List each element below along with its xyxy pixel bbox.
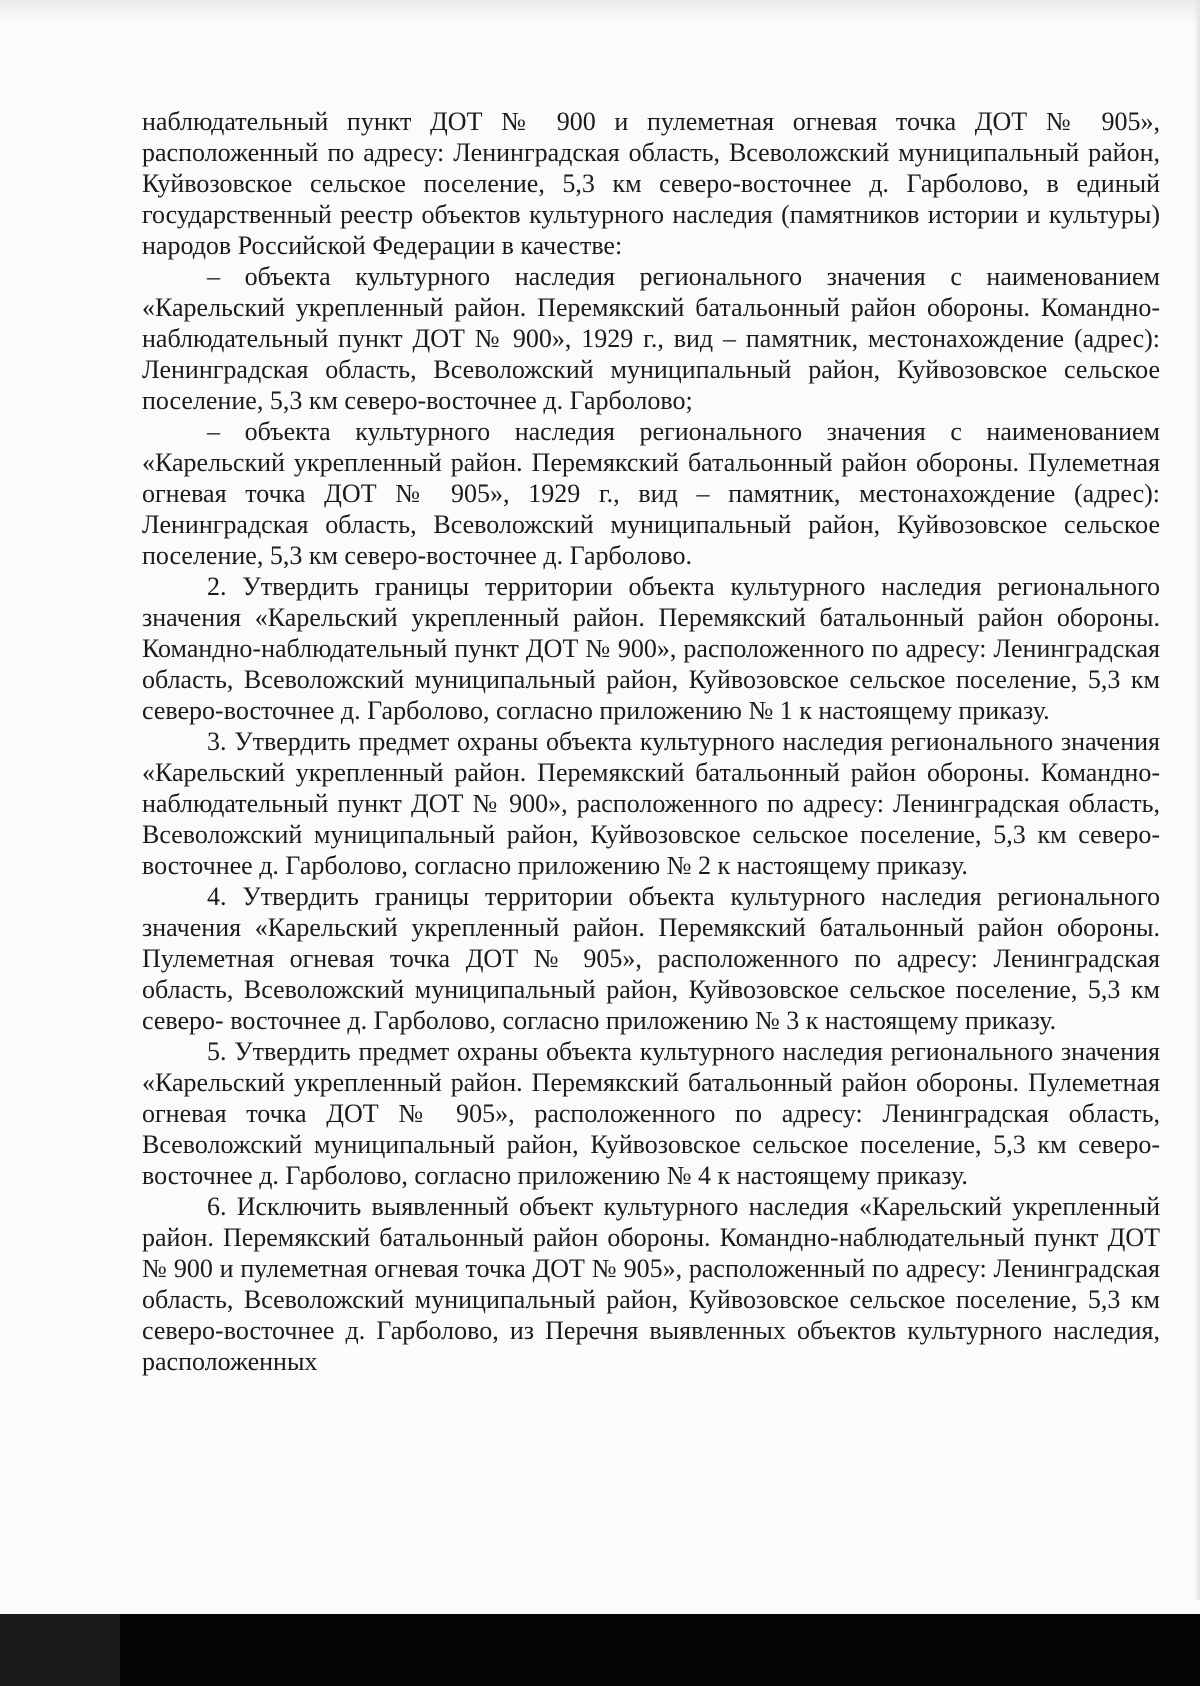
scan-bottom-left-shade	[0, 1614, 120, 1686]
paragraph-item-6: 6. Исключить выявленный объект культурного наследия «Карельский укрепленный район. Перемякский батальонный район обороны. Командно-наблюдательный пункт ДОТ № 900 и пулеметная огневая точка ДОТ № 905», расположенный по адресу: Ленинградская область, Всеволожский муниципальный район, Куйвозовское сельское поселение, 5,3 км северо-восточнее д. Гарболово, из Перечня выявленных объектов культурного наследия, расположенных	[142, 1192, 1160, 1376]
scan-top-shadow	[0, 0, 1200, 24]
paragraph-continuation: наблюдательный пункт ДОТ № 900 и пулеметная огневая точка ДОТ № 905», расположенный по адресу: Ленинградская область, Всеволожский муниципальный район, Куйвозовское сельское поселение, 5,3 км северо-восточнее д. Гарболово, в единый государственный реестр объектов культурного наследия (памятников истории и культуры) народов Российской Федерации в качестве:	[142, 107, 1160, 260]
paragraph-bullet-dot-900: – объекта культурного наследия регионального значения с наименованием «Карельский укрепленный район. Перемякский батальонный район обороны. Командно-наблюдательный пункт ДОТ № 900», 1929 г., вид – памятник, местонахождение (адрес): Ленинградская область, Всеволожский муниципальный район, Куйвозовское сельское поселение, 5,3 км северо-восточнее д. Гарболово;	[142, 262, 1160, 415]
document-body	[142, 106, 1160, 1377]
paragraph-item-4: 4. Утвердить границы территории объекта культурного наследия регионального значения «Карельский укрепленный район. Перемякский батальонный район обороны. Пулеметная огневая точка ДОТ № 905», расположенного по адресу: Ленинградская область, Всеволожский муниципальный район, Куйвозовское сельское поселение, 5,3 км северо- восточнее д. Гарболово, согласно приложению № 3 к настоящему приказу.	[142, 882, 1160, 1035]
scan-bottom-black-bar	[0, 1614, 1200, 1686]
paragraph-bullet-dot-905: – объекта культурного наследия регионального значения с наименованием «Карельский укрепленный район. Перемякский батальонный район обороны. Пулеметная огневая точка ДОТ № 905», 1929 г., вид – памятник, местонахождение (адрес): Ленинградская область, Всеволожский муниципальный район, Куйвозовское сельское поселение, 5,3 км северо-восточнее д. Гарболово.	[142, 417, 1160, 570]
paragraph-item-3: 3. Утвердить предмет охраны объекта культурного наследия регионального значения «Карельский укрепленный район. Перемякский батальонный район обороны. Командно-наблюдательный пункт ДОТ № 900», расположенного по адресу: Ленинградская область, Всеволожский муниципальный район, Куйвозовское сельское поселение, 5,3 км северо-восточнее д. Гарболово, согласно приложению № 2 к настоящему приказу.	[142, 727, 1160, 880]
scan-right-shadow	[1194, 0, 1200, 1600]
paragraph-item-5: 5. Утвердить предмет охраны объекта культурного наследия регионального значения «Карельский укрепленный район. Перемякский батальонный район обороны. Пулеметная огневая точка ДОТ № 905», расположенного по адресу: Ленинградская область, Всеволожский муниципальный район, Куйвозовское сельское поселение, 5,3 км северо- восточнее д. Гарболово, согласно приложению № 4 к настоящему приказу.	[142, 1037, 1160, 1190]
paragraph-item-2: 2. Утвердить границы территории объекта культурного наследия регионального значения «Карельский укрепленный район. Перемякский батальонный район обороны. Командно-наблюдательный пункт ДОТ № 900», расположенного по адресу: Ленинградская область, Всеволожский муниципальный район, Куйвозовское сельское поселение, 5,3 км северо-восточнее д. Гарболово, согласно приложению № 1 к настоящему приказу.	[142, 572, 1160, 725]
